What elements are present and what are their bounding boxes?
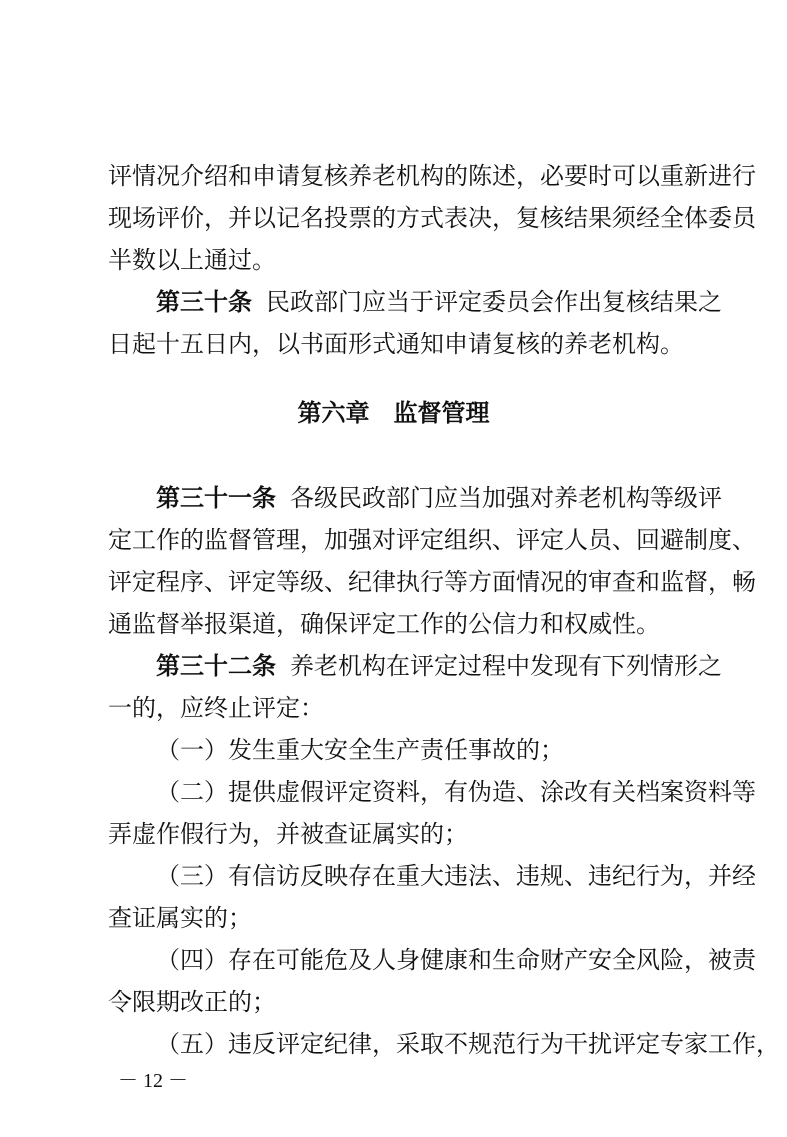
article-text: 各级民政部门应当加强对养老机构等级评: [290, 484, 722, 512]
text-line: 一的，应终止评定：: [108, 694, 324, 722]
list-item-5: （五）违反评定纪律，采取不规范行为干扰评定专家工作，: [156, 1030, 780, 1058]
article-text: 民政部门应当于评定委员会作出复核结果之: [266, 288, 722, 316]
list-item-4-cont: 令限期改正的；: [108, 988, 276, 1016]
text-line: 通监督举报渠道，确保评定工作的公信力和权威性。: [108, 610, 660, 638]
text-line: 定工作的监督管理，加强对评定组织、评定人员、回避制度、: [108, 526, 756, 554]
list-item-2-cont: 弄虚作假行为，并被查证属实的；: [108, 820, 468, 848]
list-item-3: （三）有信访反映存在重大违法、违规、违纪行为，并经: [156, 862, 756, 890]
list-item-2: （二）提供虚假评定资料，有伪造、涂改有关档案资料等: [156, 778, 756, 806]
article-32-line: [156, 651, 722, 681]
article-text: 养老机构在评定过程中发现有下列情形之: [290, 652, 722, 680]
page-number: － 12 －: [118, 1070, 188, 1092]
text-line: 现场评价，并以记名投票的方式表决，复核结果须经全体委员: [108, 204, 756, 232]
list-item-4: （四）存在可能危及人身健康和生命财产安全风险，被责: [156, 946, 756, 974]
text-line: 评定程序、评定等级、纪律执行等方面情况的审查和监督，畅: [108, 568, 756, 596]
list-item-3-cont: 查证属实的；: [108, 904, 252, 932]
list-item-1: （一）发生重大安全生产责任事故的；: [156, 736, 564, 764]
text-line: 日起十五日内，以书面形式通知申请复核的养老机构。: [108, 330, 684, 358]
article-label: 第三十二条: [156, 652, 276, 680]
article-label: 第三十条: [156, 288, 252, 316]
article-label: 第三十一条: [156, 484, 276, 512]
chapter-heading: 第六章 监督管理: [297, 399, 490, 427]
article-30-line: [156, 287, 722, 317]
text-line: 半数以上通过。: [108, 246, 276, 274]
text-line: 评情况介绍和申请复核养老机构的陈述，必要时可以重新进行: [108, 162, 756, 190]
article-31-line: [156, 483, 722, 513]
